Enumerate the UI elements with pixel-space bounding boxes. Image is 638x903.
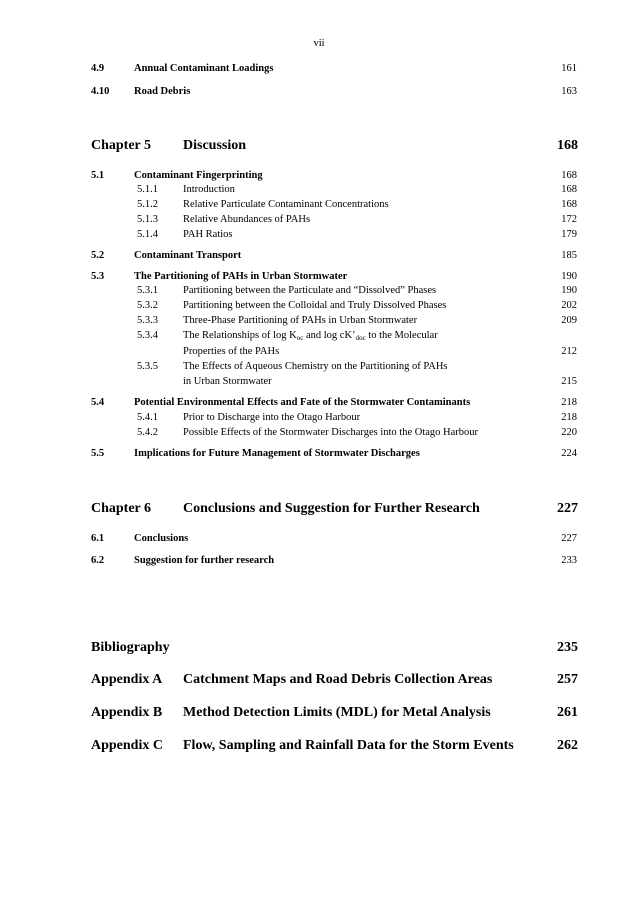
appendix-label: Appendix C [91, 738, 163, 753]
subentry-number: 5.1.4 [137, 229, 158, 240]
entry-page: 218 [561, 397, 577, 408]
entry-title: Suggestion for further research [134, 555, 275, 566]
entry-number: 4.10 [91, 86, 110, 97]
subentry-page: 209 [561, 315, 577, 326]
subscript: doc [355, 334, 366, 342]
appendix-title: Flow, Sampling and Rainfall Data for the Storm Events [183, 738, 514, 753]
subentry-page: 220 [561, 427, 577, 438]
entry-number: 5.1 [91, 170, 105, 181]
subentry-page: 168 [561, 184, 577, 195]
appendix-page: 257 [557, 672, 578, 687]
chapter-title: Conclusions and Suggestion for Further Research [183, 501, 480, 516]
entry-number: 4.9 [91, 63, 105, 74]
chapter-title: Discussion [183, 138, 247, 153]
subentry-title: PAH Ratios [183, 229, 233, 240]
subentry-title [183, 329, 438, 343]
appendix-page: 262 [557, 738, 578, 753]
entry-page: 233 [561, 555, 577, 566]
subentry-page: 212 [561, 346, 577, 357]
entry-title: Conclusions [134, 533, 189, 544]
subentry-page: 172 [561, 214, 577, 225]
entry-number: 5.2 [91, 250, 105, 261]
entry-page: 161 [561, 63, 577, 74]
subentry-number: 5.3.3 [137, 315, 158, 326]
subentry-title: Partitioning between the Particulate and “Dissolved” Phases [183, 285, 437, 296]
chapter-label: Chapter 6 [91, 501, 152, 516]
subentry-title: Partitioning between the Colloidal and Truly Dissolved Phases [183, 300, 447, 311]
subentry-page: 218 [561, 412, 577, 423]
entry-title: The Partitioning of PAHs in Urban Stormwater [134, 271, 348, 282]
entry-number: 5.4 [91, 397, 105, 408]
appendix-label: Appendix A [91, 672, 163, 687]
subentry-page: 190 [561, 285, 577, 296]
subentry-number: 5.3.4 [137, 330, 158, 341]
appendix-title: Method Detection Limits (MDL) for Metal Analysis [183, 705, 491, 720]
subentry-number: 5.3.5 [137, 361, 158, 372]
subentry-number: 5.1.3 [137, 214, 158, 225]
entry-title: Road Debris [134, 86, 191, 97]
subentry-title: Three-Phase Partitioning of PAHs in Urban Stormwater [183, 315, 418, 326]
subentry-title: Relative Particulate Contaminant Concentrations [183, 199, 389, 210]
subentry-title: Introduction [183, 184, 235, 195]
entry-title: Potential Environmental Effects and Fate of the Stormwater Contaminants [134, 397, 471, 408]
subentry-number: 5.4.1 [137, 412, 158, 423]
appendix-title: Catchment Maps and Road Debris Collection Areas [183, 672, 493, 687]
entry-number: 5.5 [91, 448, 105, 459]
subentry-title: Properties of the PAHs [183, 346, 280, 357]
subentry-title: in Urban Stormwater [183, 376, 272, 387]
title-part: and log cK’ [303, 330, 356, 341]
subentry-title: Relative Abundances of PAHs [183, 214, 311, 225]
title-part: The Relationships of log K [183, 330, 297, 341]
entry-number: 6.2 [91, 555, 105, 566]
title-part: to the Molecular [365, 330, 438, 341]
entry-number: 6.1 [91, 533, 105, 544]
bibliography-title: Bibliography [91, 640, 170, 655]
subentry-number: 5.1.1 [137, 184, 158, 195]
bibliography-page: 235 [557, 640, 578, 655]
subentry-number: 5.1.2 [137, 199, 158, 210]
entry-page: 168 [561, 170, 577, 181]
page-number: vii [313, 38, 325, 49]
entry-title: Annual Contaminant Loadings [134, 63, 274, 74]
entry-title: Contaminant Fingerprinting [134, 170, 263, 181]
subentry-title: The Effects of Aqueous Chemistry on the Partitioning of PAHs [183, 361, 448, 372]
subentry-number: 5.3.1 [137, 285, 158, 296]
appendix-label: Appendix B [91, 705, 163, 720]
subentry-page: 179 [561, 229, 577, 240]
entry-title: Contaminant Transport [134, 250, 242, 261]
chapter-label: Chapter 5 [91, 138, 152, 153]
subentry-page: 215 [561, 376, 577, 387]
entry-page: 185 [561, 250, 577, 261]
chapter-page: 227 [557, 501, 578, 516]
entry-page: 227 [561, 533, 577, 544]
entry-number: 5.3 [91, 271, 105, 282]
entry-page: 224 [561, 448, 577, 459]
subscript: oc [296, 334, 304, 342]
chapter-page: 168 [557, 138, 578, 153]
subentry-number: 5.3.2 [137, 300, 158, 311]
subentry-page: 202 [561, 300, 577, 311]
appendix-page: 261 [557, 705, 578, 720]
entry-title: Implications for Future Management of Stormwater Discharges [134, 448, 420, 459]
subentry-page: 168 [561, 199, 577, 210]
subentry-title: Prior to Discharge into the Otago Harbour [183, 412, 361, 423]
entry-page: 190 [561, 271, 577, 282]
subentry-title: Possible Effects of the Stormwater Discharges into the Otago Harbour [183, 427, 479, 438]
subentry-number: 5.4.2 [137, 427, 158, 438]
entry-page: 163 [561, 86, 577, 97]
